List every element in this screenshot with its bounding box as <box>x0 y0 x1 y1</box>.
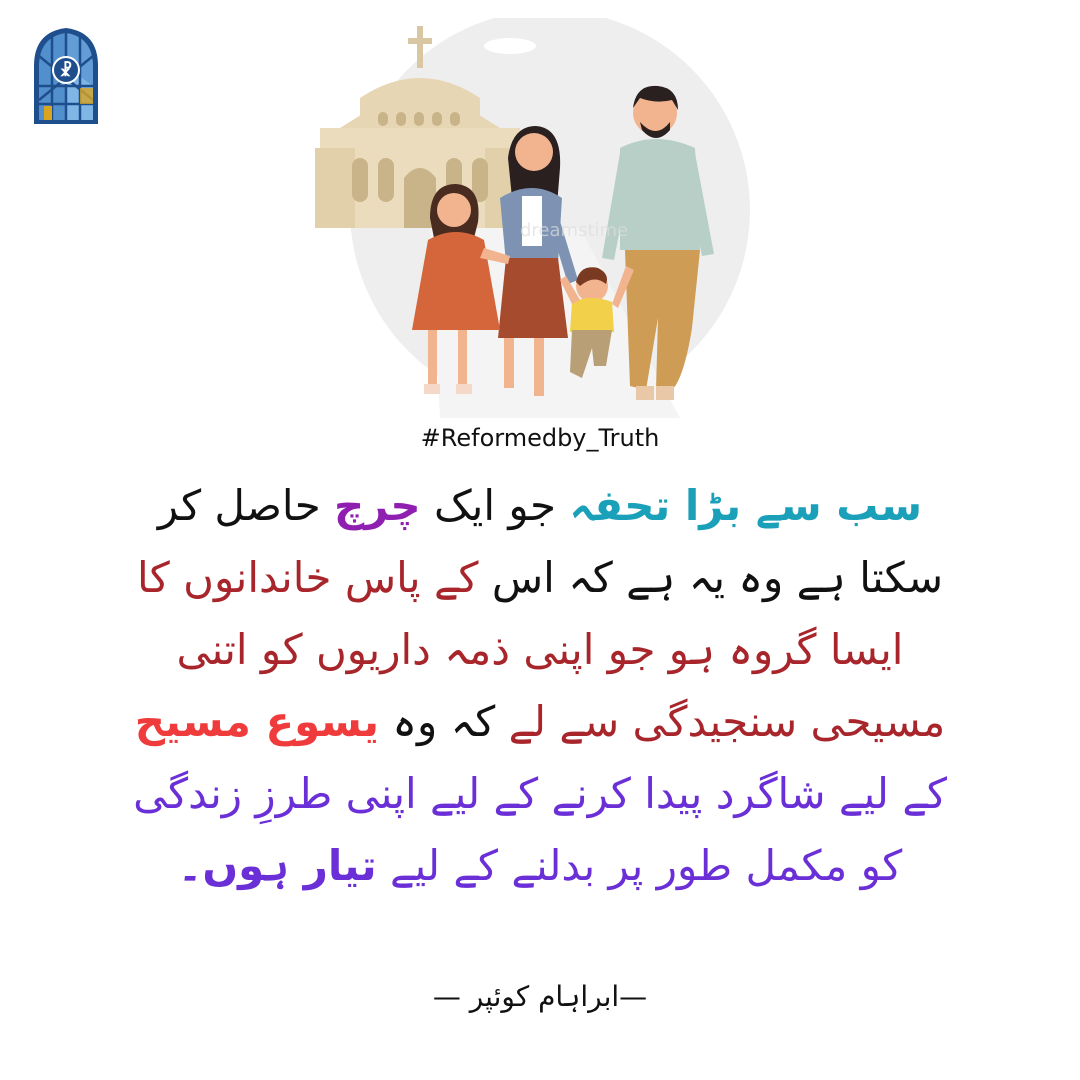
quote-line-3 <box>40 614 1040 686</box>
family-walking-to-church-illustration <box>300 18 760 418</box>
quote-text: جو ایک <box>420 481 570 530</box>
quote-author: —ابراہام کوئپر — <box>432 980 648 1013</box>
quote-line-4 <box>40 686 1040 758</box>
quote-line-1 <box>40 470 1040 542</box>
stained-glass-logo <box>30 26 102 126</box>
quote-text: مسیحی سنجیدگی سے لے <box>508 697 946 746</box>
quote-line-2 <box>40 542 1040 614</box>
quote-line-5 <box>40 758 1040 830</box>
stained-glass-chi-rho-icon <box>30 26 102 126</box>
quote-text: حاصل کر <box>157 481 335 530</box>
quote-text: ایسا گروہ ہو جو اپنی ذمہ داریوں کو اتنی <box>176 625 904 674</box>
quote-text: کہ وہ <box>379 697 509 746</box>
svg-text:dreamstime: dreamstime <box>520 220 629 241</box>
quote-block <box>40 470 1040 902</box>
quote-highlight-church: چرچ <box>334 481 421 530</box>
quote-highlight-jesus-christ: یسوع مسیح <box>134 697 380 746</box>
quote-text: کو مکمل طور پر بدلنے کے لیے <box>376 841 903 890</box>
quote-highlight-greatest-gift: سب سے بڑا تحفہ <box>569 481 923 530</box>
quote-text: سکتا ہے وہ یہ ہے کہ اس <box>478 553 944 602</box>
quote-text: کے پاس خاندانوں کا <box>136 553 479 602</box>
quote-line-6 <box>40 830 1040 902</box>
hashtag-label: #Reformedby_Truth <box>420 424 660 452</box>
family-illustration <box>300 18 760 418</box>
quote-highlight-ready: تیار ہوں۔ <box>177 841 377 890</box>
quote-text: کے لیے شاگرد پیدا کرنے کے لیے اپنی طرزِ زندگی <box>133 769 947 818</box>
svg-text:☧: ☧ <box>59 61 73 80</box>
